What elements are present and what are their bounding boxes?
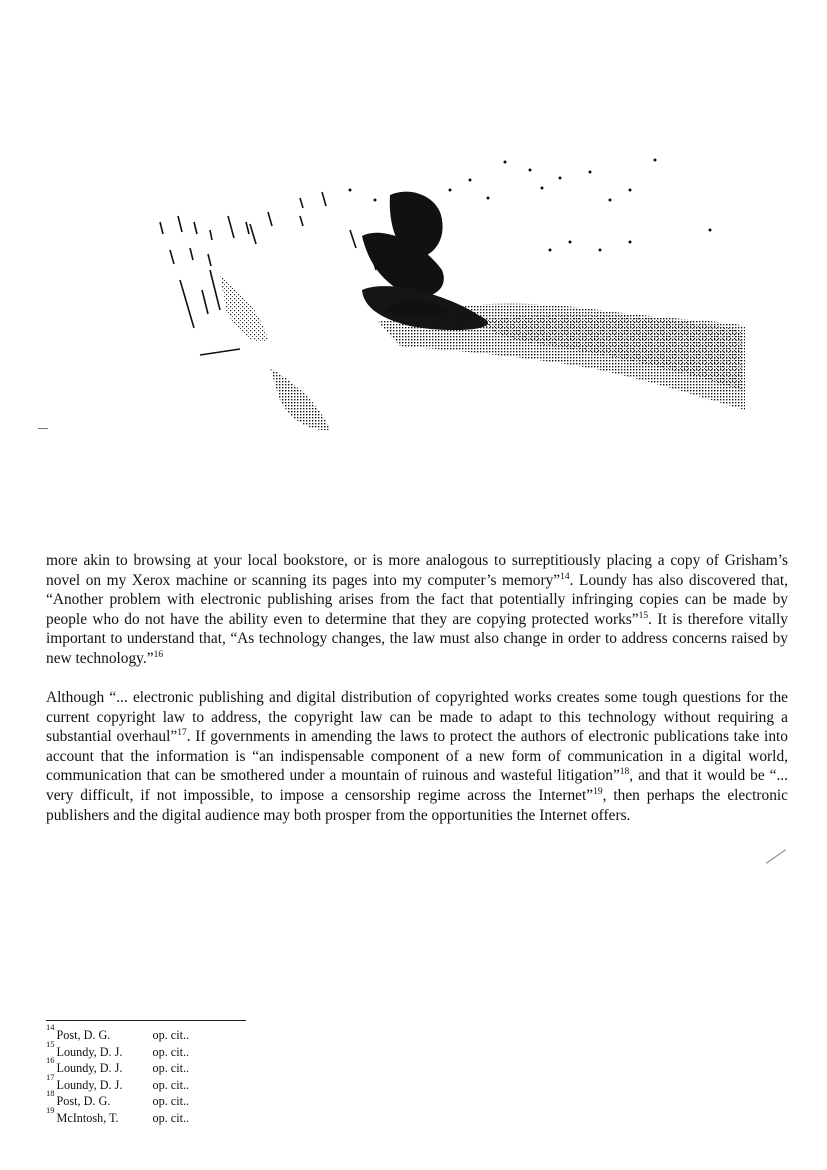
footnote-author: Post, D. G. <box>56 1094 111 1109</box>
footnote-author: Loundy, D. J. <box>56 1077 123 1092</box>
footnote-number: 18 <box>46 1088 55 1099</box>
footnote-item <box>46 1104 190 1127</box>
paragraph-text: , then perhaps the electronic publishers and the digital audience may both prosper from the opportunities the Internet offers. <box>46 786 788 824</box>
footnote-reference: op. cit.. <box>152 1110 190 1125</box>
footnote-number: 15 <box>46 1038 55 1049</box>
footnote-marker[interactable]: 19 <box>593 786 603 797</box>
footnote-marker[interactable]: 17 <box>177 728 187 739</box>
body-paragraph-2 <box>46 688 788 825</box>
footnote-item <box>46 1055 190 1077</box>
footnote-number: 16 <box>46 1055 55 1066</box>
scan-speck <box>766 849 786 864</box>
footnote-marker[interactable]: 18 <box>619 767 630 778</box>
footnote-author: Loundy, D. J. <box>56 1061 123 1076</box>
paragraph-text: more akin to browsing at your local bookstore, or is more analogous to surreptitiously placing a copy of Grisham’s novel on my Xerox machine or scanning its pages into my computer’s memory” <box>46 552 788 589</box>
paragraph-text: . It is therefore vitally important to understand that, “As technology changes, the law must also change in order to address concerns raised by new technology.” <box>46 610 788 667</box>
scan-speck <box>38 428 48 429</box>
footnote-author: Loundy, D. J. <box>56 1044 123 1059</box>
footnote-reference: op. cit.. <box>152 1044 190 1059</box>
footnote-number: 14 <box>46 1022 55 1032</box>
footnote-marker[interactable]: 14 <box>560 571 570 582</box>
footnote-separator <box>46 1020 246 1021</box>
footnotes-list <box>46 1022 190 1127</box>
footnote-reference: op. cit.. <box>152 1028 190 1042</box>
body-paragraph-1 <box>46 551 788 669</box>
footnote-author: McIntosh, T. <box>56 1110 119 1125</box>
footnote-item <box>46 1022 190 1044</box>
footnote-marker[interactable]: 16 <box>153 649 164 660</box>
hand-on-keyboard-image <box>150 150 750 440</box>
paragraph-text: . Loundy has also discovered that, “Another problem with electronic publishing arises from the fact that potentially infringing copies can be made by people who do not have the ability even to determine that they are copying protected works” <box>46 571 788 628</box>
footnote-marker[interactable]: 15 <box>638 610 649 621</box>
footnote-reference: op. cit.. <box>152 1094 190 1109</box>
paragraph-text: Although “... electronic publishing and digital distribution of copyrighted works creates some tough questions for the current copyright law to address, the copyright law can be made to adapt to this technology without requiring a substantial overhaul” <box>46 689 788 746</box>
footnote-number: 19 <box>46 1104 55 1115</box>
footnote-author: Post, D. G. <box>56 1028 111 1042</box>
footnote-item <box>46 1071 190 1094</box>
footnote-reference: op. cit.. <box>152 1077 190 1092</box>
footnote-reference: op. cit.. <box>152 1061 190 1076</box>
paragraph-text: , and that it would be “... very difficult, if not impossible, to impose a censorship regime across the Internet” <box>46 767 788 804</box>
paragraph-text: . If governments in amending the laws to protect the authors of electronic publications take into account that the information is “an indispensable component of a new form of communication in a digital world, communication that can be smothered under a mountain of ruinous and wasteful litigation” <box>46 728 788 785</box>
footnote-item <box>46 1088 190 1110</box>
footnote-number: 17 <box>46 1071 55 1082</box>
footnote-item <box>46 1038 190 1061</box>
